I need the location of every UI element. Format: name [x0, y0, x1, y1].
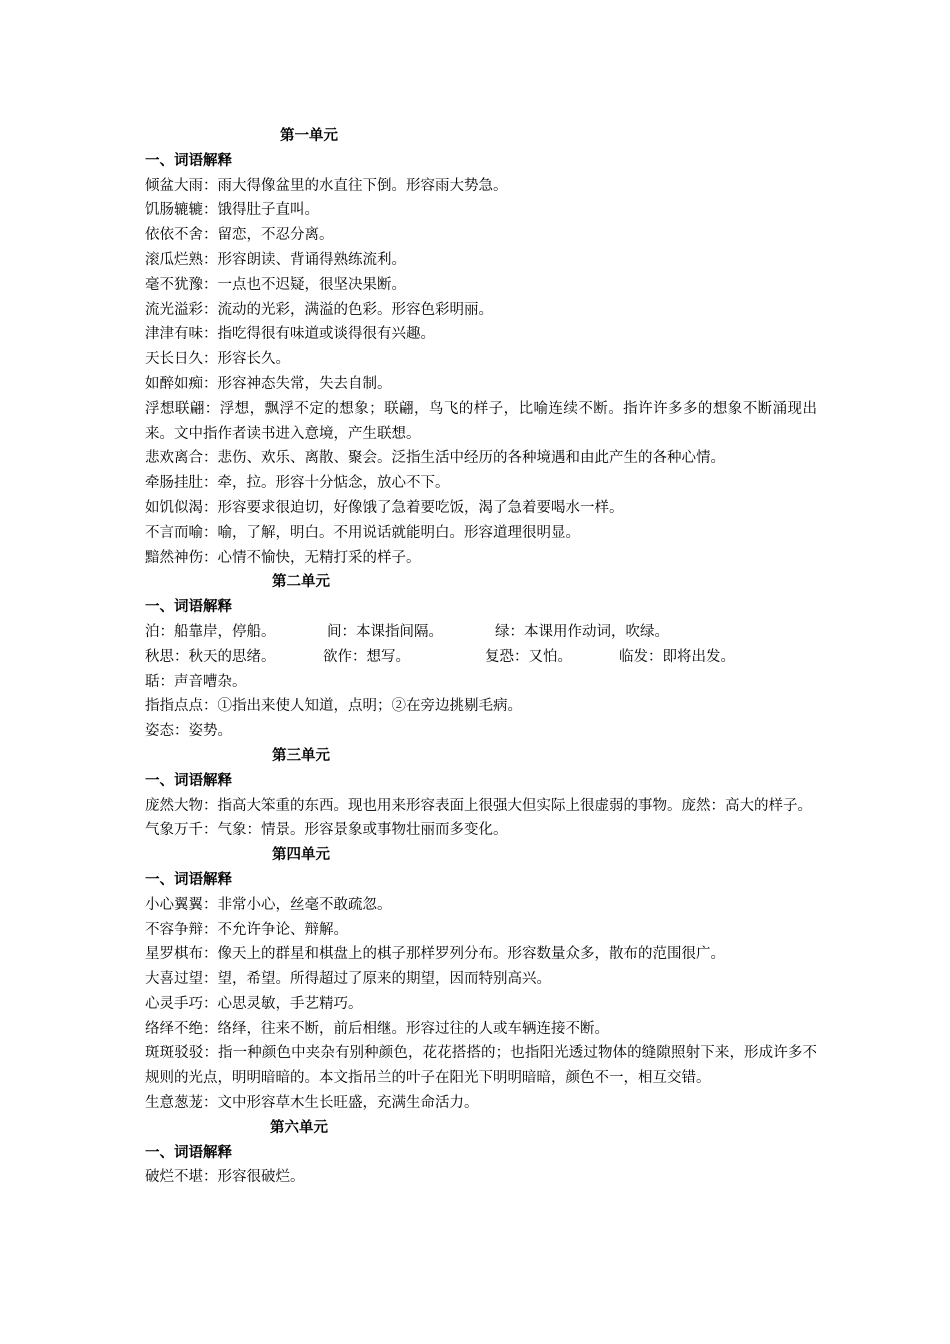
unit-2-entry: 绿：本课用作动词，吹绿。 [495, 623, 669, 640]
unit-1-entry: 悲欢离合：悲伤、欢乐、离散、聚会。泛指生活中经历的各种境遇和由此产生的各种心情。 [145, 450, 725, 467]
unit-3-entry: 庞然大物：指高大笨重的东西。现也用来形容表面上很强大但实际上很虚弱的事物。庞然：高大的样子。 [145, 797, 812, 814]
unit-1-entry: 浮想联翩：浮想，飘浮不定的想象；联翩，鸟飞的样子，比喻连续不断。指许许多多的想象不断涌现出来。文中指作者读书进入意境，产生联想。 [145, 400, 817, 442]
unit-2-section-heading: 一、词语解释 [145, 599, 232, 616]
unit-4-entry: 生意葱茏：文中形容草木生长旺盛，充满生命活力。 [145, 1095, 479, 1112]
document-body [145, 124, 817, 1190]
unit-1-entry: 如醉如痴：形容神态失常，失去自制。 [145, 375, 392, 392]
unit-1-title: 第一单元 [280, 128, 338, 144]
unit-1-entry: 毫不犹豫：一点也不迟疑，很坚决果断。 [145, 276, 406, 293]
unit-1-entry: 不言而喻：喻，了解，明白。不用说话就能明白。形容道理很明显。 [145, 524, 580, 541]
unit-2-entry: 间：本课指间隔。 [327, 623, 443, 640]
unit-4-entry: 络绎不绝：络绎，往来不断，前后相继。形容过往的人或车辆连接不断。 [145, 1020, 609, 1037]
unit-3-section-heading: 一、词语解释 [145, 772, 232, 789]
unit-4-entry: 斑斑驳驳：指一种颜色中夹杂有别种颜色，花花搭搭的；也指阳光透过物体的缝隙照射下来，形成许多不规则的光点，明明暗暗的。本文指吊兰的叶子在阳光下明明暗暗，颜色不一，相互交错。 [145, 1045, 817, 1087]
unit-1-entry: 如饥似渴：形容要求很迫切，好像饿了急着要吃饭，渴了急着要喝水一样。 [145, 499, 624, 516]
unit-4-entry: 大喜过望：望，希望。所得超过了原来的期望，因而特别高兴。 [145, 971, 551, 988]
unit-1-entry: 依依不舍：留恋，不忍分离。 [145, 227, 334, 244]
unit-1-entry: 滚瓜烂熟：形容朗读、背诵得熟练流利。 [145, 251, 406, 268]
unit-2-entry: 姿态：姿势。 [145, 723, 232, 740]
unit-4-entry: 星罗棋布：像天上的群星和棋盘上的棋子那样罗列分布。形容数量众多，散布的范围很广。 [145, 946, 725, 963]
unit-6-title: 第六单元 [270, 1119, 328, 1136]
unit-1-entry: 牵肠挂肚：牵，拉。形容十分惦念，放心不下。 [145, 475, 450, 492]
unit-4-entry: 不容争辩：不允许争论、辩解。 [145, 921, 348, 938]
unit-2-entry: 欲作：想写。 [323, 648, 410, 665]
unit-3-title: 第三单元 [272, 747, 330, 764]
unit-2-entry: 聒：声音嘈杂。 [145, 673, 247, 690]
unit-4-entry: 心灵手巧：心思灵敏，手艺精巧。 [145, 995, 363, 1012]
unit-4-title: 第四单元 [272, 847, 330, 864]
unit-1-section-heading: 一、词语解释 [145, 152, 232, 169]
unit-6-section-heading: 一、词语解释 [145, 1144, 232, 1161]
unit-1-entry: 津津有味：指吃得很有味道或谈得很有兴趣。 [145, 326, 435, 343]
unit-2-entry: 指指点点：①指出来使人知道，点明；②在旁边挑剔毛病。 [145, 698, 522, 715]
unit-2-title: 第二单元 [272, 574, 330, 591]
unit-2-entry: 秋思：秋天的思绪。 [145, 648, 276, 665]
unit-2-entry: 泊：船靠岸，停船。 [145, 623, 276, 640]
unit-1-entry: 倾盆大雨：雨大得像盆里的水直往下倒。形容雨大势急。 [145, 177, 508, 194]
unit-4-section-heading: 一、词语解释 [145, 871, 232, 888]
unit-4-entry: 小心翼翼：非常小心，丝毫不敢疏忽。 [145, 896, 392, 913]
unit-1-entry: 天长日久：形容长久。 [145, 351, 290, 368]
unit-6-entry: 破烂不堪：形容很破烂。 [145, 1169, 305, 1186]
unit-2-entry: 临发：即将出发。 [619, 648, 735, 665]
unit-1-entry: 饥肠辘辘：饿得肚子直叫。 [145, 202, 319, 219]
unit-1-entry: 黯然神伤：心情不愉快，无精打采的样子。 [145, 549, 421, 566]
unit-2-entry: 复恐：又怕。 [485, 648, 572, 665]
unit-3-entry: 气象万千：气象：情景。形容景象或事物壮丽而多变化。 [145, 822, 508, 839]
unit-1-entry: 流光溢彩：流动的光彩，满溢的色彩。形容色彩明丽。 [145, 301, 493, 318]
unit-2-entry-row [145, 620, 817, 645]
unit-2-entry-row [145, 645, 817, 670]
